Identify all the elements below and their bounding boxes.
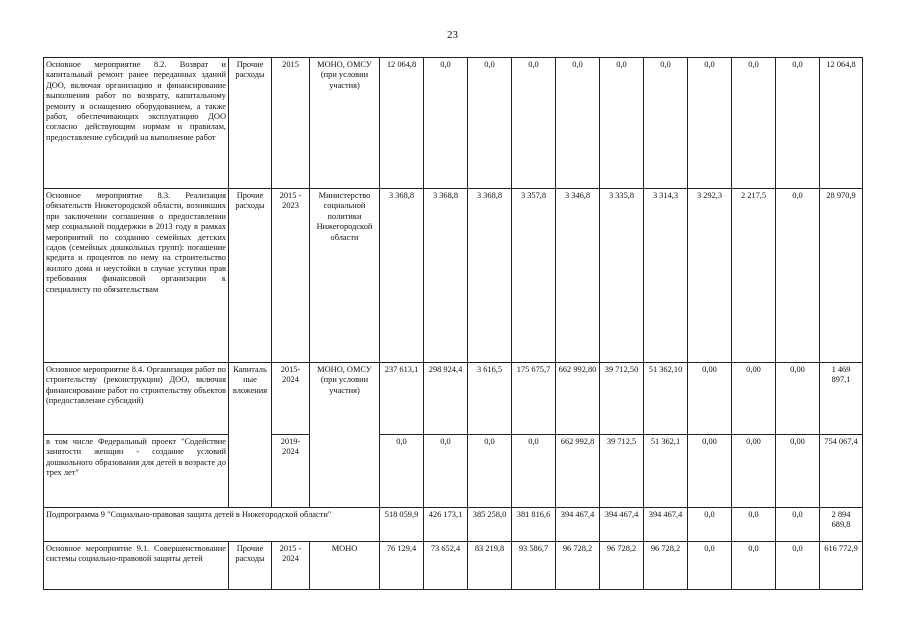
value-cell: 518 059,9: [380, 508, 424, 542]
value-total: 2 894 689,8: [820, 508, 863, 542]
value-cell: 0,0: [776, 508, 820, 542]
value-cell: 0,0: [732, 508, 776, 542]
value-cell: 0,0: [688, 58, 732, 189]
value-cell: 0,0: [512, 435, 556, 508]
value-cell: 93 586,7: [512, 542, 556, 590]
value-cell: 96 728,2: [556, 542, 600, 590]
value-cell: 0,0: [688, 508, 732, 542]
value-cell: 3 616,5: [468, 363, 512, 435]
value-cell: 3 368,8: [468, 189, 512, 363]
value-cell: 0,0: [732, 542, 776, 590]
period: 2015-2024: [272, 363, 310, 435]
value-cell: 73 652,4: [424, 542, 468, 590]
value-cell: 385 258,0: [468, 508, 512, 542]
table-row: [44, 189, 863, 363]
value-cell: 0,00: [688, 363, 732, 435]
value-cell: 0,0: [512, 58, 556, 189]
value-cell: 0,0: [732, 58, 776, 189]
value-cell: 3 368,8: [380, 189, 424, 363]
value-cell: 662 992,8: [556, 435, 600, 508]
value-cell: 0,0: [556, 58, 600, 189]
period: 2019-2024: [272, 435, 310, 508]
value-cell: 0,0: [600, 58, 644, 189]
value-cell: 0,00: [732, 435, 776, 508]
value-cell: 96 728,2: [600, 542, 644, 590]
value-cell: 0,0: [380, 435, 424, 508]
value-cell: 39 712,5: [600, 435, 644, 508]
value-cell: 76 129,4: [380, 542, 424, 590]
subprogram-name: Подпрограмма 9 "Социально-правовая защита детей в Нижегородской области": [44, 508, 380, 542]
table-row: [44, 58, 863, 189]
value-total: 28 970,9: [820, 189, 863, 363]
value-cell: 0,0: [776, 58, 820, 189]
value-total: 616 772,9: [820, 542, 863, 590]
measure-name: Основное мероприятие 8.4. Организация работ по строительству (реконструкции) ДОО, включая финансирование работ по строительству объектов (предоставление субсидий): [44, 363, 229, 435]
value-cell: 3 346,8: [556, 189, 600, 363]
value-total: 12 064,8: [820, 58, 863, 189]
expense-category: Прочие расходы: [229, 58, 272, 189]
page-number: 23: [447, 29, 458, 41]
executor: МОНО, ОМСУ (при условии участия): [310, 363, 380, 508]
value-cell: 237 613,1: [380, 363, 424, 435]
value-cell: 0,0: [424, 435, 468, 508]
value-cell: 3 368,8: [424, 189, 468, 363]
table-row: [44, 363, 863, 435]
value-cell: 3 292,3: [688, 189, 732, 363]
executor: МОНО, ОМСУ (при условии участия): [310, 58, 380, 189]
value-cell: 0,0: [644, 58, 688, 189]
value-cell: 0,00: [776, 363, 820, 435]
value-cell: 51 362,1: [644, 435, 688, 508]
value-cell: 298 924,4: [424, 363, 468, 435]
measure-name: Основное мероприятие 8.3. Реализация обязательств Нижегородской области, возникших при заключении соглашения о предоставлении мер социальной поддержки в 2013 году в рамках мероприятий по созданию семейных детских садов (семейных дошкольных групп): погашение кредита и процентов по нему на строительство жилого дома и неустойки в случае уступки прав требования финансовой организации к специалисту по обязательствам: [44, 189, 229, 363]
measure-name: Основное мероприятие 9.1. Совершенствование системы социально-правовой защиты детей: [44, 542, 229, 590]
value-cell: 96 728,2: [644, 542, 688, 590]
value-cell: 0,0: [468, 435, 512, 508]
value-cell: 394 467,4: [644, 508, 688, 542]
value-cell: 175 675,7: [512, 363, 556, 435]
value-cell: 51 362,10: [644, 363, 688, 435]
value-cell: 0,0: [424, 58, 468, 189]
table-row: [44, 508, 863, 542]
value-cell: 39 712,50: [600, 363, 644, 435]
expense-category: Прочие расходы: [229, 542, 272, 590]
value-cell: 2 217,5: [732, 189, 776, 363]
expense-category: Прочие расходы: [229, 189, 272, 363]
value-cell: 0,00: [732, 363, 776, 435]
value-cell: 3 357,8: [512, 189, 556, 363]
value-cell: 0,00: [776, 435, 820, 508]
value-cell: 83 219,8: [468, 542, 512, 590]
value-cell: 12 064,8: [380, 58, 424, 189]
executor: МОНО: [310, 542, 380, 590]
executor: Министерство социальной политики Нижегородской области: [310, 189, 380, 363]
value-cell: 426 173,1: [424, 508, 468, 542]
value-cell: 662 992,80: [556, 363, 600, 435]
value-cell: 394 467,4: [600, 508, 644, 542]
value-cell: 0,00: [688, 435, 732, 508]
value-total: 754 067,4: [820, 435, 863, 508]
value-cell: 394 467,4: [556, 508, 600, 542]
expense-category: Капитальные вложения: [229, 363, 272, 508]
value-cell: 0,0: [468, 58, 512, 189]
value-cell: 0,0: [776, 189, 820, 363]
table-row: [44, 435, 863, 508]
value-cell: 381 816,6: [512, 508, 556, 542]
budget-table: [43, 57, 863, 590]
value-cell: 3 335,8: [600, 189, 644, 363]
measure-name: в том числе Федеральный проект "Содействие занятости женщин - создание условий дошкольного образования для детей в возрасте до трех лет": [44, 435, 229, 508]
value-cell: 0,0: [776, 542, 820, 590]
period: 2015 - 2024: [272, 542, 310, 590]
measure-name: Основное мероприятие 8.2. Возврат и капитальный ремонт ранее переданных зданий ДОО, включая организацию и финансирование выполнения работ по возврату, капитальному ремонту и оснащению оборудованием, а также работ, обеспечивающих эксплуатацию ДОО согласно действующим нормам и правилам, предоставление субсидий на выполнение работ: [44, 58, 229, 189]
value-cell: 3 314,3: [644, 189, 688, 363]
value-total: 1 469 897,1: [820, 363, 863, 435]
value-cell: 0,0: [688, 542, 732, 590]
period: 2015 - 2023: [272, 189, 310, 363]
period: 2015: [272, 58, 310, 189]
table-row: [44, 542, 863, 590]
